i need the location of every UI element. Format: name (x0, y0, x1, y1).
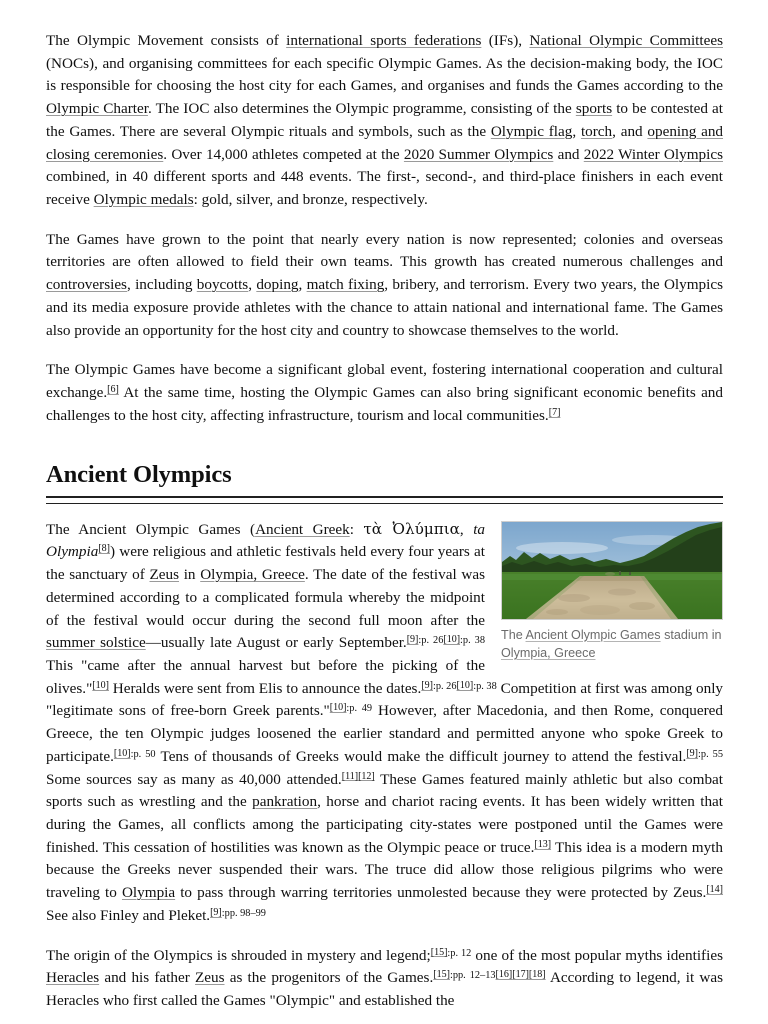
text-run: This "came after the annual harvest but before the picking of the olives." (46, 656, 485, 697)
citation-page-ref: :p. 38 (460, 635, 485, 647)
text-run: According to legend, it was Heracles who first called the Games "Olympic" and established the (46, 969, 724, 1010)
citation-9[interactable]: [9] (406, 634, 419, 646)
text-run: However, after Macedonia, and then Rome, conquered Greece, the ten Olympic judges loosened the earlier standard and permitted anyone who spoke Greek to participate. (46, 702, 723, 765)
citation-9[interactable]: [9] (686, 747, 699, 759)
link-olympic-charter[interactable]: Olympic Charter (46, 100, 148, 118)
caption-link-olympia-greece[interactable]: Olympia, Greece (501, 645, 596, 660)
text-run: : (349, 520, 364, 538)
link-match-fixing[interactable]: match fixing (306, 276, 385, 294)
citation-page-ref: :p. 26 (432, 680, 457, 692)
heading-divider (46, 496, 723, 504)
citation-16[interactable]: [16] (495, 969, 513, 981)
link-olympia-greece[interactable]: Olympia, Greece (200, 566, 305, 584)
link-doping[interactable]: doping (256, 276, 299, 294)
link-sports[interactable]: sports (575, 100, 613, 118)
text-run: : gold, silver, and bronze, respectively. (193, 191, 428, 209)
text-run: This idea is a modern myth because the Greeks never suspended their wars. The truce did allow those religious pilgrims who were traveling to (46, 838, 723, 902)
text-run: . The IOC also determines the Olympic programme, consisting of the (147, 100, 576, 118)
link-torch[interactable]: torch (580, 122, 613, 140)
text-run: in (179, 566, 201, 584)
text-run: , (298, 276, 307, 294)
text-run: The Ancient Olympic Games ( (46, 520, 256, 538)
text-run: , bribery, and terrorism. Every two years, the Olympics and its media exposure provide athletes with the chance to attain national and international fame. The Games also provide an opportunity for the host city and country to showcase themselves to the world. (46, 276, 724, 339)
link-controversies[interactable]: controversies (46, 276, 127, 294)
citation-page-ref: :p. 12 (447, 947, 472, 959)
text-run: The Olympic Games have become a significant global event, fostering international cooperation and cultural exchange. (46, 361, 723, 402)
link-pankration[interactable]: pankration (252, 793, 318, 811)
citation-6[interactable]: [6] (107, 383, 119, 395)
citation-17[interactable]: [17] (512, 969, 529, 981)
text-run: . The date of the festival was determined according to a complicated formula whereby the midpoint of the festival would occur during the second full moon after the (46, 566, 485, 629)
link-international-sports-federations[interactable]: international sports federations (286, 32, 482, 49)
link-olympic-medals[interactable]: Olympic medals (93, 191, 194, 209)
figure-olympia-stadium (501, 521, 723, 663)
citation-10[interactable]: [10] (456, 679, 474, 691)
text-run: one of the most popular myths identifies (471, 946, 723, 964)
text-run: to pass through warring territories unmolested because they were protected by Zeus. (175, 884, 707, 902)
citation-10[interactable]: [10] (113, 747, 131, 759)
figure-caption (501, 626, 723, 663)
text-run: , and (612, 122, 648, 140)
citation-10[interactable]: [10] (443, 634, 461, 646)
text-run: to be contested at the Games. There are several Olympic rituals and symbols, such as the (46, 100, 723, 140)
citation-14[interactable]: [14] (706, 883, 724, 895)
text-run: Some sources say as many as 40,000 attended. (46, 770, 342, 788)
text-run: , (459, 520, 474, 538)
caption-text-run: The (501, 627, 526, 642)
link-2022-winter-olympics[interactable]: 2022 Winter Olympics (583, 145, 723, 163)
citation-page-ref: :p. 49 (346, 703, 373, 715)
citation-9[interactable]: [9] (421, 679, 433, 691)
citation-9[interactable]: [9] (210, 906, 222, 918)
citation-page-ref: :p. 38 (473, 680, 497, 692)
citation-10[interactable]: [10] (329, 702, 347, 714)
text-run: Tens of thousands of Greeks would make the difficult journey to attend the festival. (155, 747, 687, 765)
text-run: (IFs), (481, 32, 530, 49)
text-run: The Games have grown to the point that nearly every nation is now represented; colonies and overseas territories are often allowed to field their own teams. This growth has created numerous challenges and (46, 230, 723, 271)
citation-11[interactable]: [11] (341, 770, 359, 782)
link-national-olympic-committees[interactable]: National Olympic Committees (529, 32, 723, 49)
text-run: See also Finley and Pleket. (46, 906, 211, 924)
link-boycotts[interactable]: boycotts (196, 276, 249, 294)
italic-ta-olympia: ta Olympia (46, 520, 486, 561)
citation-10[interactable]: [10] (92, 679, 109, 691)
link-zeus[interactable]: Zeus (149, 566, 180, 584)
citation-page-ref: :pp. 12–13 (449, 970, 496, 982)
link-2020-summer-olympics[interactable]: 2020 Summer Olympics (403, 145, 554, 163)
text-run: The origin of the Olympics is shrouded in mystery and legend; (46, 946, 431, 964)
text-run: Competition at first was among only "legitimate sons of free-born Greek parents." (46, 679, 724, 720)
citation-15[interactable]: [15] (433, 969, 450, 981)
text-run: , horse and chariot racing events. It has been widely written that during the Games, all conflicts among the participating city-states were postponed until the Games were finished. This cessation of hostilities was known as the Olympic peace or truce. (46, 793, 724, 856)
text-run: . Over 14,000 athletes competed at the (163, 145, 404, 163)
section-heading-ancient-olympics: Ancient Olympics (46, 460, 232, 488)
text-run: (NOCs), and organising committees for each specific Olympic Games. As the decision-making body, the IOC is responsible for choosing the host city for each Games, and organises and funds the Games according to the (46, 54, 723, 95)
text-run: as the progenitors of the Games. (224, 969, 434, 987)
link-heracles[interactable]: Heracles (46, 969, 100, 987)
citation-13[interactable]: [13] (534, 838, 552, 850)
text-run: Heralds were sent from Elis to announce the dates. (108, 679, 422, 697)
citation-8[interactable]: [8] (98, 543, 110, 555)
paragraph-games-growth (46, 229, 723, 343)
text-run: combined, in 40 different sports and 448 events. The first-, second-, and third-place finishers in each event receive (46, 168, 723, 209)
citation-page-ref: :p. 55 (698, 748, 723, 760)
greek-text: τὰ Ὀλύμπια (363, 519, 460, 538)
link-summer-solstice[interactable]: summer solstice (46, 634, 146, 652)
text-run: At the same time, hosting the Olympic Games can also bring significant economic benefits and challenges to the host city, affecting infrastructure, tourism and local communities. (46, 384, 723, 424)
paragraph-global-event (46, 359, 723, 427)
link-olympia[interactable]: Olympia (121, 884, 176, 902)
citation-page-ref: :pp. 98–99 (221, 907, 266, 919)
text-run: , (572, 122, 581, 140)
citation-18[interactable]: [18] (528, 969, 546, 981)
text-run: and his father (99, 969, 195, 987)
photo-olympia-stadium (501, 521, 723, 620)
text-run: —usually late August or early September. (145, 634, 407, 652)
text-run: and (553, 145, 584, 163)
citation-page-ref: :p. 50 (130, 748, 156, 760)
link-olympic-flag[interactable]: Olympic flag (490, 122, 573, 140)
citation-12[interactable]: [12] (358, 770, 375, 782)
text-run: ) were religious and athletic festivals held every four years at the sanctuary of (46, 543, 485, 584)
caption-text-run: stadium in (660, 627, 722, 642)
link-ancient-greek[interactable]: Ancient Greek (255, 520, 350, 538)
citation-7[interactable]: [7] (548, 406, 561, 418)
citation-page-ref: :p. 26 (418, 635, 444, 647)
text-run: These Games featured mainly athletic but also combat sports such as wrestling and the (46, 770, 724, 811)
paragraph-origin-of-olympics (46, 945, 723, 1013)
link-zeus[interactable]: Zeus (194, 969, 225, 987)
text-run: , including (126, 276, 197, 294)
link-opening-and-closing-ceremonies[interactable]: opening and closing ceremonies (46, 122, 724, 163)
caption-link-ancient-olympic-games[interactable]: Ancient Olympic Games (525, 627, 661, 642)
citation-15[interactable]: [15] (430, 946, 448, 958)
text-run: The Olympic Movement consists of (46, 32, 287, 49)
paragraph-olympic-movement (46, 30, 723, 212)
photo-illustration (502, 522, 722, 619)
text-run: , (248, 276, 257, 294)
